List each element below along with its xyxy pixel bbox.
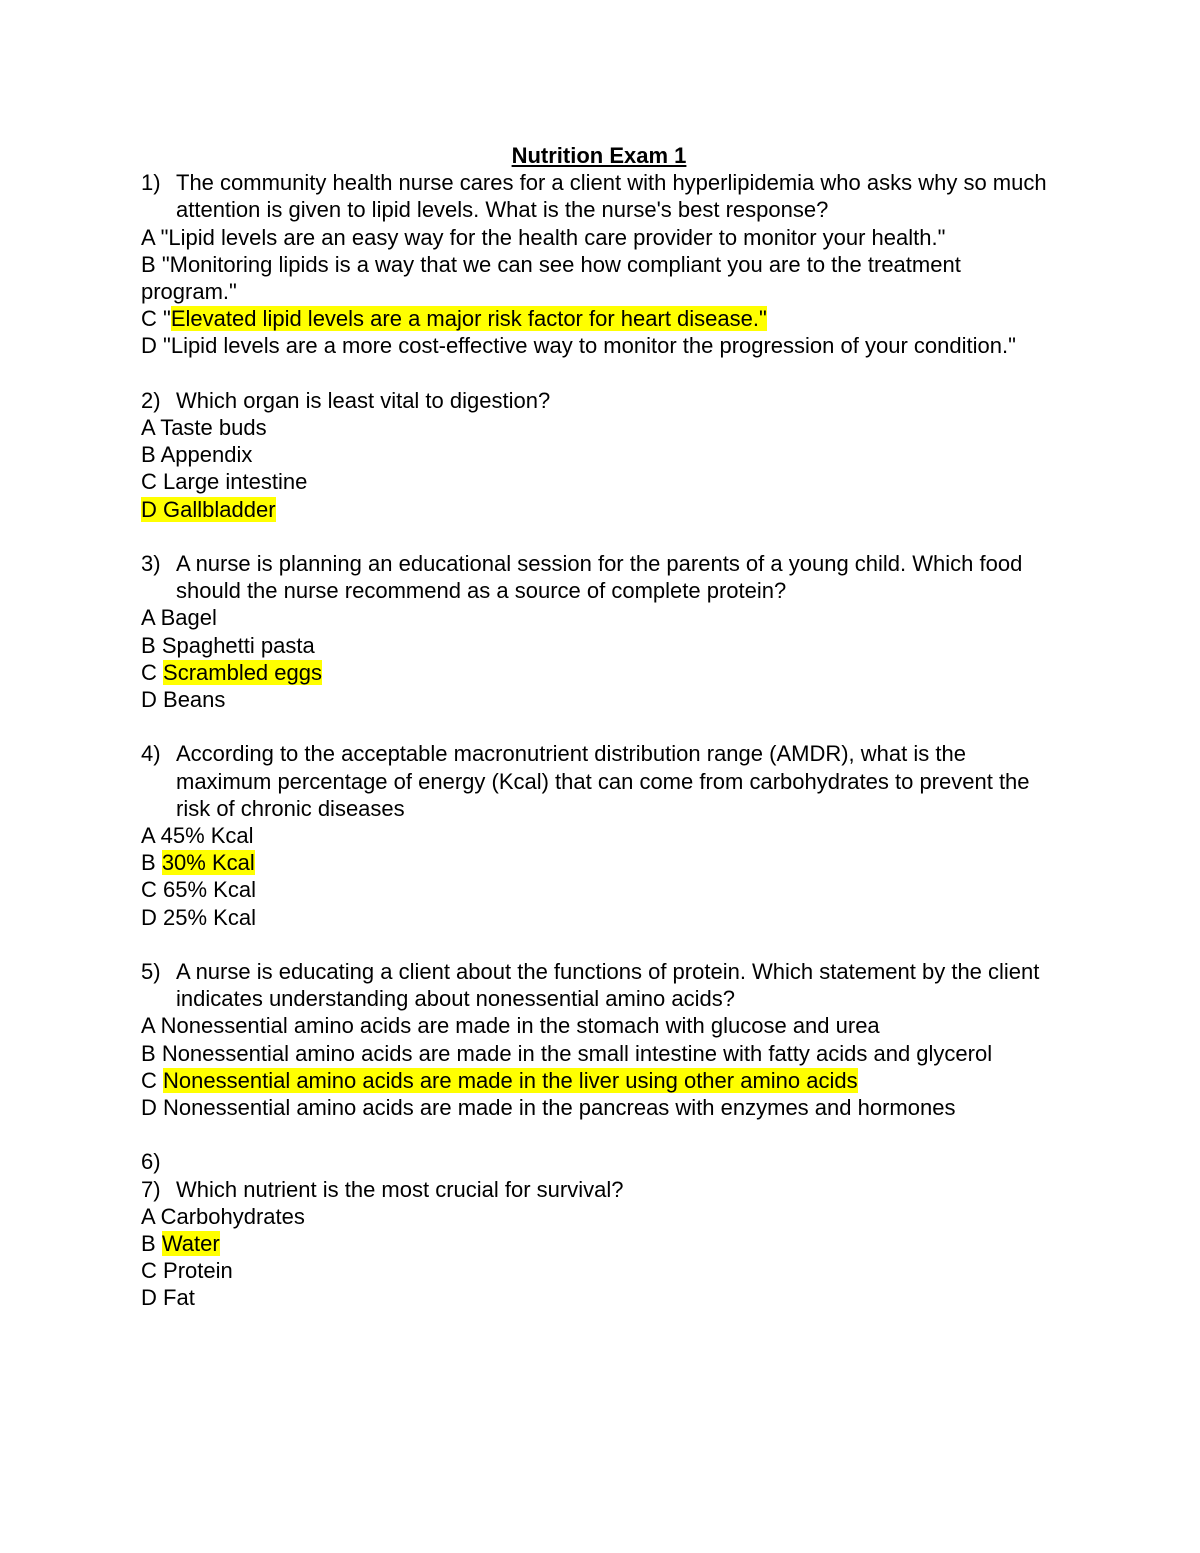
- option-text: Spaghetti pasta: [161, 632, 315, 658]
- option-letter: B: [141, 251, 156, 277]
- page-title: Nutrition Exam 1: [511, 143, 687, 168]
- spacer: [141, 1121, 1061, 1148]
- highlighted-answer: Elevated lipid levels are a major risk factor for heart disease.": [170, 306, 767, 332]
- answer-option: [141, 1257, 1061, 1284]
- option-text: Gallbladder: [163, 496, 276, 522]
- option-quote: ": [160, 224, 169, 250]
- answer-option-correct: [141, 659, 1061, 686]
- highlighted-answer: 30% Kcal: [161, 850, 255, 876]
- document-body: [141, 142, 1061, 1312]
- option-text: Large intestine: [163, 469, 308, 495]
- question-text: A nurse is planning an educational session for the parents of a young child. Which food should the nurse recommend as a source of complete protein?: [176, 551, 1023, 604]
- answer-option: [141, 686, 1061, 713]
- answer-option: [141, 632, 1061, 659]
- option-letter: D: [141, 1095, 157, 1121]
- option-quote: ": [161, 251, 170, 277]
- option-letter: D: [141, 687, 157, 713]
- question-number: 3): [141, 551, 161, 577]
- option-text: Monitoring lipids is a way that we can see how compliant you are to the treatment program.": [141, 251, 961, 305]
- answer-option: [141, 876, 1061, 903]
- question-number: 4): [141, 741, 161, 767]
- option-quote: ": [163, 333, 171, 359]
- question-number: 1): [141, 170, 161, 196]
- question-7: [141, 1176, 1061, 1203]
- answer-option: [141, 1284, 1061, 1311]
- option-letter: A: [141, 1203, 155, 1229]
- option-letter: D: [141, 496, 157, 522]
- option-letter: C: [141, 1258, 157, 1284]
- spacer: [141, 523, 1061, 550]
- option-letter: B: [141, 1231, 156, 1257]
- answer-option: [141, 332, 1061, 359]
- answer-option: [141, 822, 1061, 849]
- option-text: Nonessential amino acids are made in the pancreas with enzymes and hormones: [163, 1095, 956, 1121]
- answer-option: [141, 441, 1061, 468]
- option-letter: B: [141, 442, 156, 468]
- option-text: 65% Kcal: [163, 877, 256, 903]
- option-text: Lipid levels are an easy way for the health care provider to monitor your health.": [168, 224, 946, 250]
- option-text: 25% Kcal: [163, 904, 256, 930]
- option-letter: A: [141, 1013, 155, 1039]
- question-5: [141, 958, 1061, 1012]
- option-letter: B: [141, 850, 156, 876]
- option-text: Lipid levels are a more cost-effective way to monitor the progression of your condition.": [170, 333, 1016, 359]
- question-text: According to the acceptable macronutrient distribution range (AMDR), what is the maximum percentage of energy (Kcal) that can come from carbohydrates to prevent the risk of chronic diseases: [176, 741, 1030, 821]
- answer-option: [141, 251, 1061, 305]
- option-text: Fat: [163, 1285, 195, 1311]
- answer-option-correct: [141, 305, 1061, 332]
- question-2: [141, 387, 1061, 414]
- option-text: Nonessential amino acids are made in the stomach with glucose and urea: [160, 1013, 880, 1039]
- answer-option-correct: [141, 1067, 1061, 1094]
- answer-option: [141, 604, 1061, 631]
- question-number: 5): [141, 959, 161, 985]
- spacer: [141, 931, 1061, 958]
- question-number: 2): [141, 387, 161, 413]
- option-letter: D: [141, 1285, 157, 1311]
- answer-option: [141, 1094, 1061, 1121]
- answer-option: [141, 224, 1061, 251]
- option-text: Appendix: [160, 442, 253, 468]
- answer-option-correct: [141, 849, 1061, 876]
- option-letter: B: [141, 1040, 156, 1066]
- answer-option-correct: [141, 1230, 1061, 1257]
- option-text: Bagel: [160, 605, 217, 631]
- question-4: [141, 740, 1061, 822]
- answer-option: [141, 1012, 1061, 1039]
- highlighted-answer: Water: [161, 1231, 220, 1257]
- option-text: Beans: [163, 687, 226, 713]
- option-letter: A: [141, 823, 155, 849]
- question-1: [141, 169, 1061, 223]
- option-letter: D: [141, 333, 157, 359]
- option-quote: ": [163, 306, 171, 332]
- option-letter: C: [141, 1067, 157, 1093]
- question-text: The community health nurse cares for a client with hyperlipidemia who asks why so much attention is given to lipid levels. What is the nurse's best response?: [176, 170, 1047, 223]
- question-6: [141, 1148, 1061, 1175]
- answer-option: [141, 1040, 1061, 1067]
- highlighted-answer: [141, 497, 276, 522]
- option-letter: C: [141, 469, 157, 495]
- option-letter: A: [141, 224, 155, 250]
- option-text: Nonessential amino acids are made in the small intestine with fatty acids and glycerol: [161, 1040, 993, 1066]
- option-text: Carbohydrates: [160, 1203, 305, 1229]
- option-letter: C: [141, 306, 157, 332]
- highlighted-answer: Scrambled eggs: [163, 659, 322, 685]
- spacer: [141, 360, 1061, 387]
- option-letter: A: [141, 415, 155, 441]
- option-text: Taste buds: [160, 415, 267, 441]
- highlighted-answer: Nonessential amino acids are made in the liver using other amino acids: [163, 1067, 858, 1093]
- question-number: 7): [141, 1176, 161, 1202]
- question-3: [141, 550, 1061, 604]
- option-letter: C: [141, 659, 157, 685]
- answer-option: [141, 414, 1061, 441]
- option-text: Protein: [163, 1258, 233, 1284]
- answer-option: [141, 468, 1061, 495]
- option-letter: C: [141, 877, 157, 903]
- answer-option: [141, 1203, 1061, 1230]
- question-text: Which nutrient is the most crucial for survival?: [176, 1176, 624, 1202]
- option-text: 45% Kcal: [160, 823, 254, 849]
- option-letter: A: [141, 605, 155, 631]
- answer-option-correct: [141, 496, 1061, 523]
- question-number: 6): [141, 1149, 161, 1175]
- question-text: A nurse is educating a client about the functions of protein. Which statement by the client indicates understanding about nonessential amino acids?: [176, 959, 1040, 1012]
- option-letter: B: [141, 632, 156, 658]
- question-text: Which organ is least vital to digestion?: [176, 387, 551, 413]
- spacer: [141, 713, 1061, 740]
- option-letter: D: [141, 904, 157, 930]
- answer-option: [141, 904, 1061, 931]
